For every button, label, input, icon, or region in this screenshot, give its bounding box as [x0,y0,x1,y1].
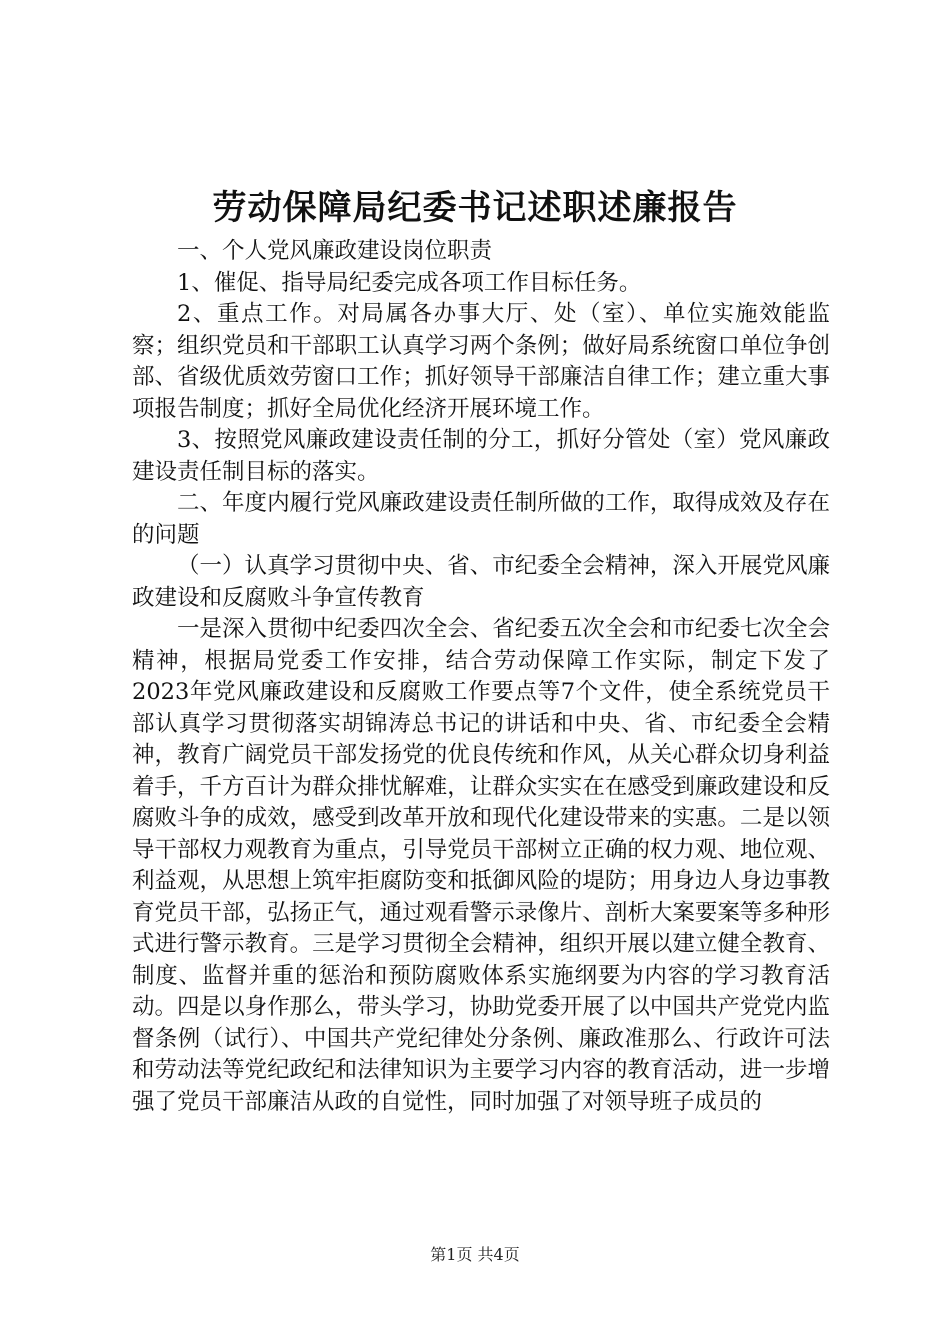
document-body [132,236,830,1118]
subsection-heading-1: （一）认真学习贯彻中央、省、市纪委全会精神，深入开展党风廉政建设和反腐败斗争宣传教育 [132,553,830,611]
paragraph-duty-3: 3、按照党风廉政建设责任制的分工，抓好分管处（室）党风廉政建设责任制目标的落实。 [132,427,830,485]
page-footer: 第1页 共4页 [430,1245,520,1264]
section-heading-2: 二、年度内履行党风廉政建设责任制所做的工作，取得成效及存在的问题 [132,490,830,548]
paragraph-duty-2: 2、重点工作。对局属各办事大厅、处（室）、单位实施效能监察；组织党员和干部职工认真学习两个条例；做好局系统窗口单位争创部、省级优质效劳窗口工作；抓好领导干部廉洁自律工作；建立重大事项报告制度；抓好全局优化经济开展环境工作。 [132,301,830,422]
paragraph-body: 一是深入贯彻中纪委四次全会、省纪委五次全会和市纪委七次全会精神，根据局党委工作安排，结合劳动保障工作实际，制定下发了2023年党风廉政建设和反腐败工作要点等7个文件，使全系统党员干部认真学习贯彻落实胡锦涛总书记的讲话和中央、省、市纪委全会精神，教育广阔党员干部发扬党的优良传统和作风，从关心群众切身利益着手，千方百计为群众排忧解难，让群众实实在在感受到廉政建设和反腐败斗争的成效，感受到改革开放和现代化建设带来的实惠。二是以领导干部权力观教育为重点，引导党员干部树立正确的权力观、地位观、利益观，从思想上筑牢拒腐防变和抵御风险的堤防；用身边人身边事教育党员干部，弘扬正气，通过观看警示录像片、剖析大案要案等多种形式进行警示教育。三是学习贯彻全会精神，组织开展以建立健全教育、制度、监督并重的惩治和预防腐败体系实施纲要为内容的学习教育活动。四是以身作那么，带头学习，协助党委开展了以中国共产党党内监督条例（试行）、中国共产党纪律处分条例、廉政准那么、行政许可法和劳动法等党纪政纪和法律知识为主要学习内容的教育活动，进一步增强了党员干部廉洁从政的自觉性，同时加强了对领导班子成员的 [132,616,830,1115]
document-title: 劳动保障局纪委书记述职述廉报告 [212,188,738,228]
section-heading-1: 一、个人党风廉政建设岗位职责 [177,238,493,264]
paragraph-duty-1: 1、催促、指导局纪委完成各项工作目标任务。 [177,269,642,296]
